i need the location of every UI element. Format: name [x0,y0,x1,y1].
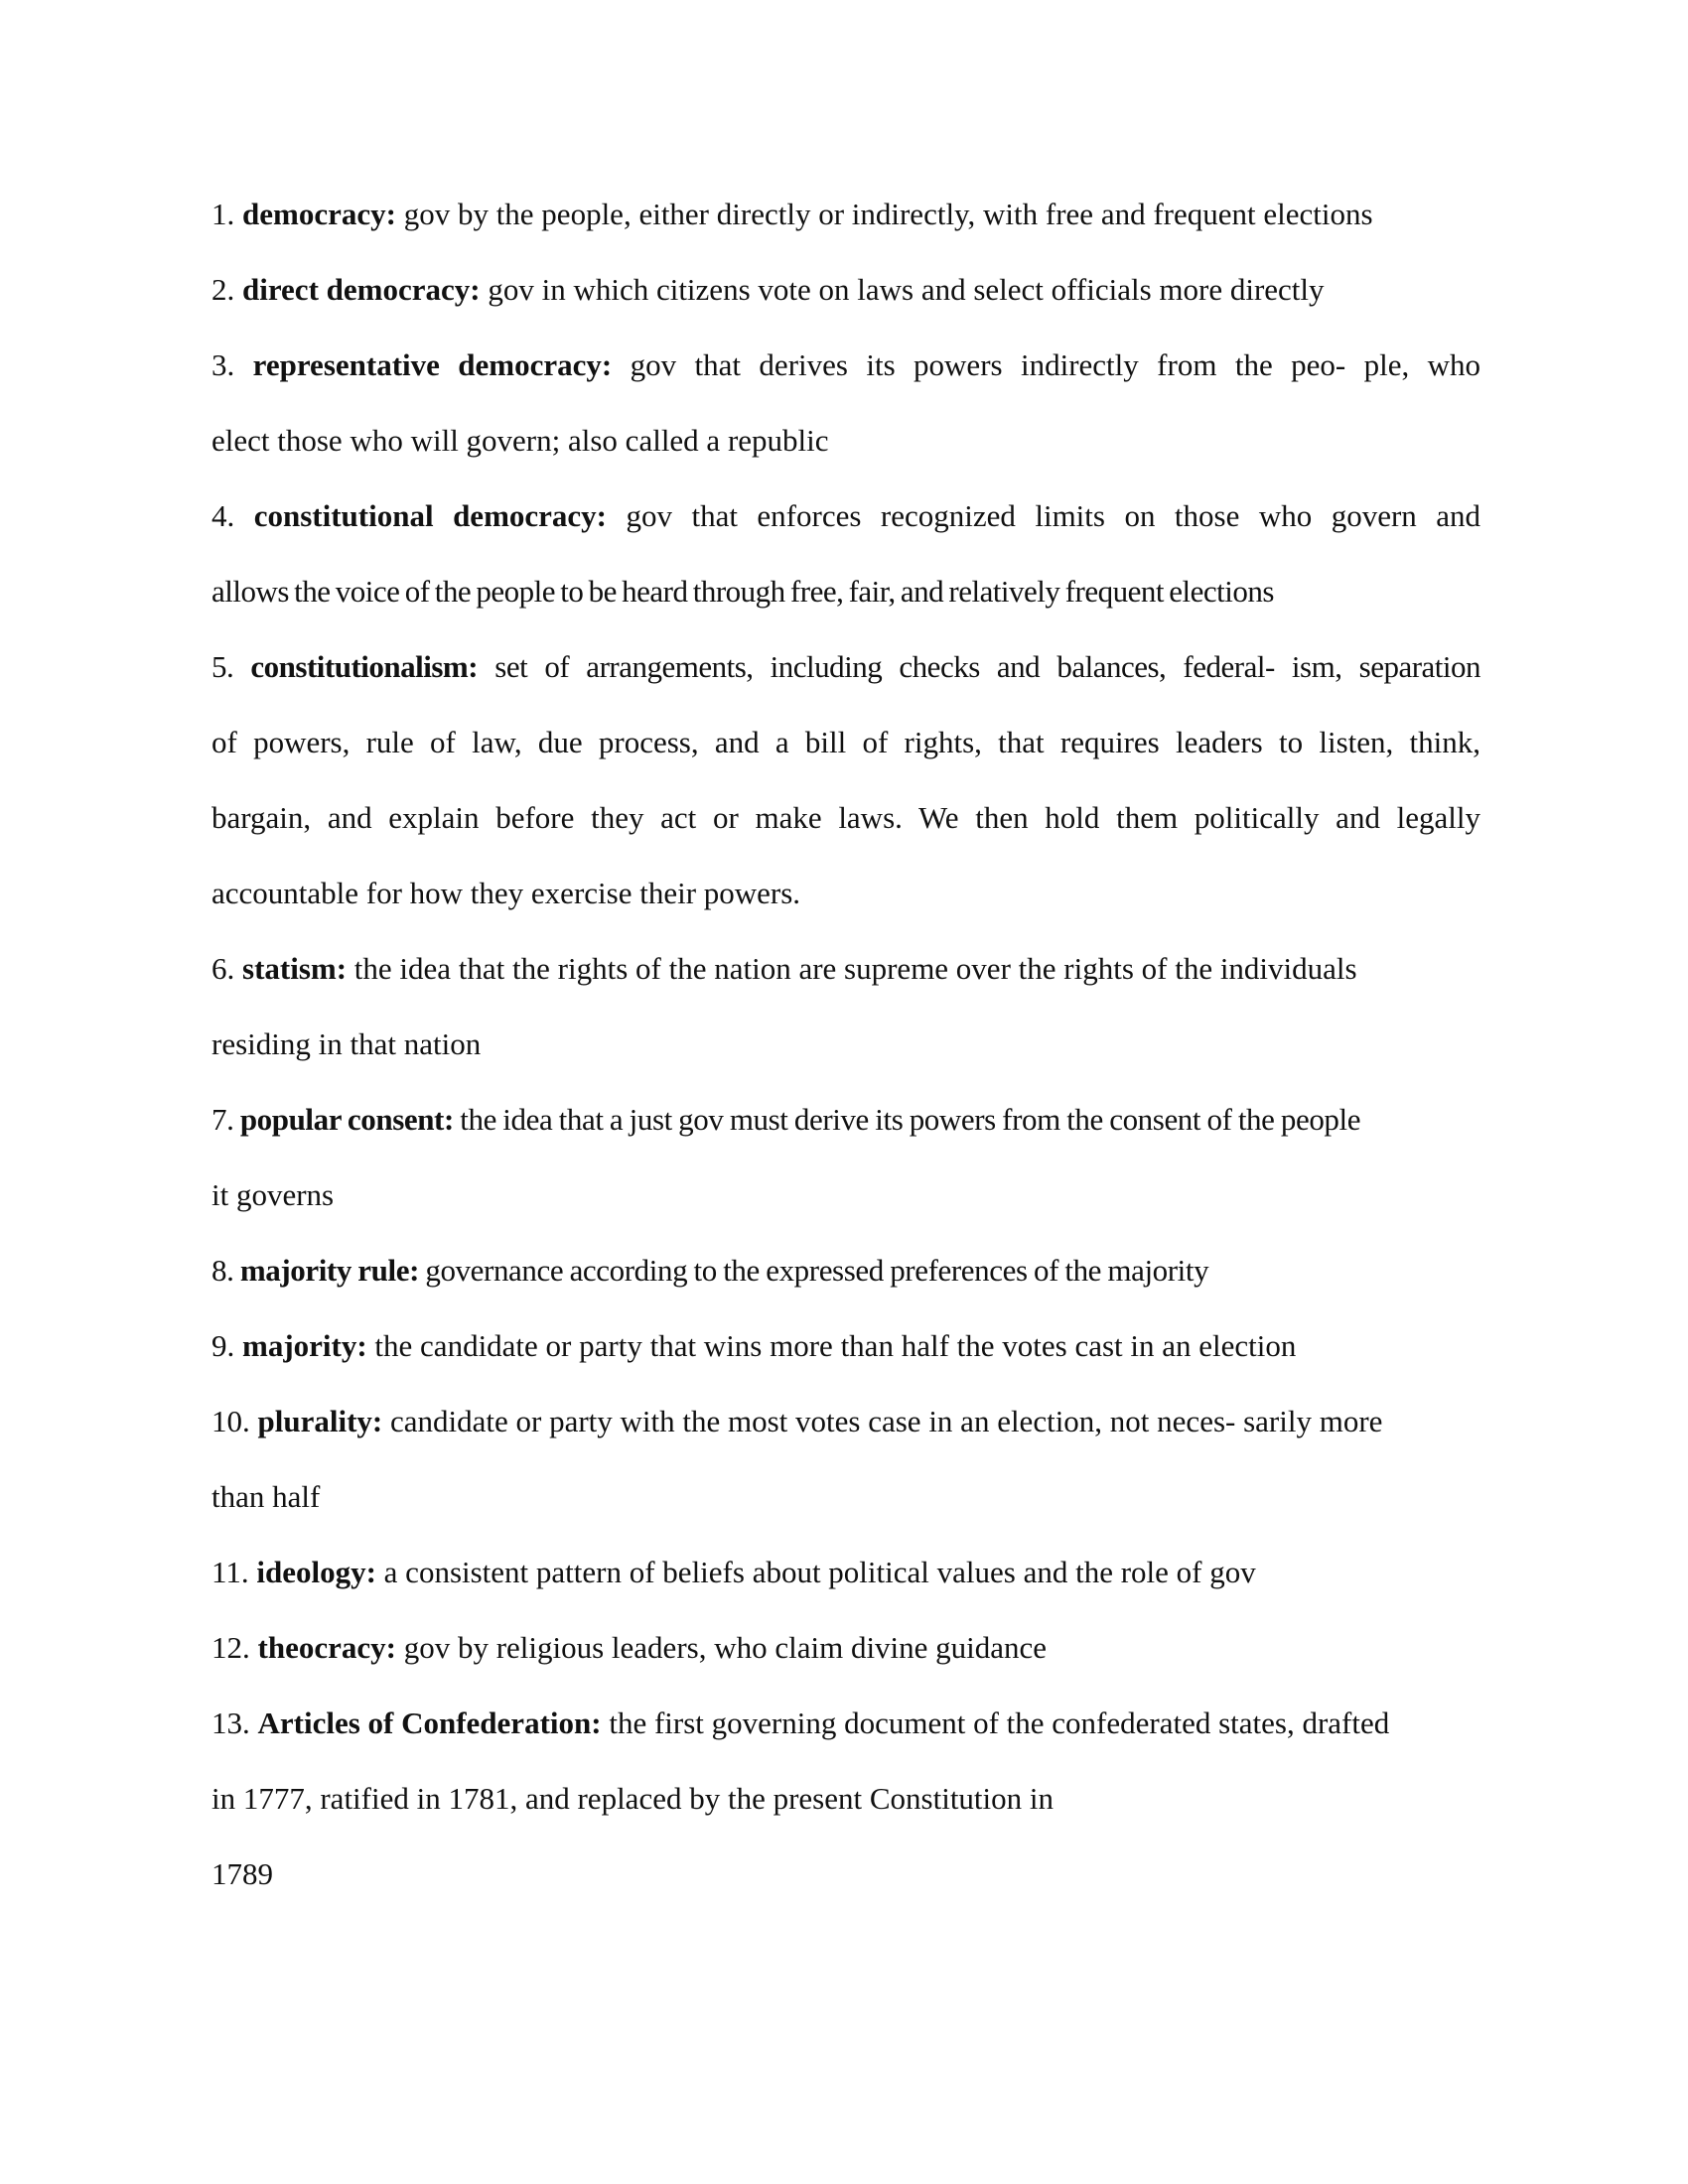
definition-text: gov that derives its powers indirectly from the peo- ple, who [630,347,1481,382]
definition-term: theocracy: [257,1630,396,1665]
definition-text: allows the voice of the people to be heard through free, fair, and relatively frequent elections [211,574,1274,609]
definition-12 [211,1628,1047,1668]
definition-text: gov by the people, either directly or indirectly, with free and frequent elections [403,197,1373,231]
definition-number: 8. [211,1253,234,1288]
definition-5-continuation-3 [211,874,800,913]
definition-text: 1789 [211,1856,273,1891]
definition-10-continuation [211,1477,320,1517]
definition-number: 11. [211,1555,249,1589]
definition-term: representative democracy: [252,347,613,382]
definition-text: the idea that a just gov must derive its powers from the consent of the people [460,1102,1361,1137]
definition-7 [211,1100,1360,1140]
definition-text: than half [211,1479,321,1514]
definition-number: 7. [211,1102,234,1137]
definition-8 [211,1251,1208,1291]
definition-number: 2. [211,272,235,307]
definition-number: 9. [211,1328,235,1363]
definition-text: of powers, rule of law, due process, and a bill of rights, that requires leaders to listen, think, [211,725,1480,759]
definition-text: gov by religious leaders, who claim divine guidance [403,1630,1048,1665]
definition-number: 3. [211,347,235,382]
definition-4 [211,496,1480,536]
definition-2 [211,270,1325,310]
definition-10 [211,1402,1382,1441]
definition-number: 10. [211,1404,250,1438]
definition-13-continuation-2 [211,1854,273,1894]
definition-5-continuation-2 [211,798,1480,838]
definition-3 [211,345,1480,385]
definition-6-continuation [211,1024,481,1064]
definition-13-continuation-1 [211,1779,1054,1819]
definition-term: direct democracy: [242,272,481,307]
definition-text: in 1777, ratified in 1781, and replaced by the present Constitution in [211,1781,1055,1816]
definition-term: democracy: [242,197,396,231]
definition-text: residing in that nation [211,1026,482,1061]
definition-term: majority: [242,1328,367,1363]
definition-term: statism: [242,951,348,986]
definition-term: plurality: [257,1404,383,1438]
definition-text: it governs [211,1177,335,1212]
definition-text: governance according to the expressed preferences of the majority [425,1253,1209,1288]
definition-text: gov in which citizens vote on laws and select officials more directly [488,272,1325,307]
definition-number: 13. [211,1706,250,1740]
definition-text: the idea that the rights of the nation are supreme over the rights of the individuals [353,951,1357,986]
definition-term: Articles of Confederation: [257,1706,602,1740]
definition-4-continuation [211,572,1274,612]
definition-13 [211,1704,1389,1743]
definition-text: set of arrangements, including checks and balances, federal- ism, separation [494,649,1481,684]
definition-number: 4. [211,498,235,533]
definition-5 [211,647,1480,687]
definition-6 [211,949,1357,989]
definition-text: bargain, and explain before they act or make laws. We then hold them politically and legally [211,800,1480,835]
definition-text: elect those who will govern; also called a republic [211,423,829,458]
definition-term: constitutional democracy: [253,498,607,533]
definition-3-continuation [211,421,829,461]
definition-text: the first governing document of the confederated states, drafted [609,1706,1390,1740]
definition-term: popular consent: [239,1102,454,1137]
definition-5-continuation-1 [211,723,1480,762]
definition-number: 12. [211,1630,250,1665]
definition-9 [211,1326,1296,1366]
definition-number: 5. [211,649,234,684]
definition-term: ideology: [256,1555,376,1589]
definition-text: the candidate or party that wins more than half the votes cast in an election [374,1328,1297,1363]
definition-term: majority rule: [239,1253,419,1288]
definition-1 [211,195,1373,234]
definition-number: 6. [211,951,235,986]
definition-text: accountable for how they exercise their powers. [211,876,801,910]
definition-term: constitutionalism: [250,649,479,684]
definition-text: a consistent pattern of beliefs about political values and the role of gov [383,1555,1256,1589]
definition-number: 1. [211,197,235,231]
definition-11 [211,1553,1256,1592]
definition-text: candidate or party with the most votes case in an election, not neces- sarily more [389,1404,1383,1438]
definition-7-continuation [211,1175,334,1215]
definition-text: gov that enforces recognized limits on those who govern and [626,498,1481,533]
